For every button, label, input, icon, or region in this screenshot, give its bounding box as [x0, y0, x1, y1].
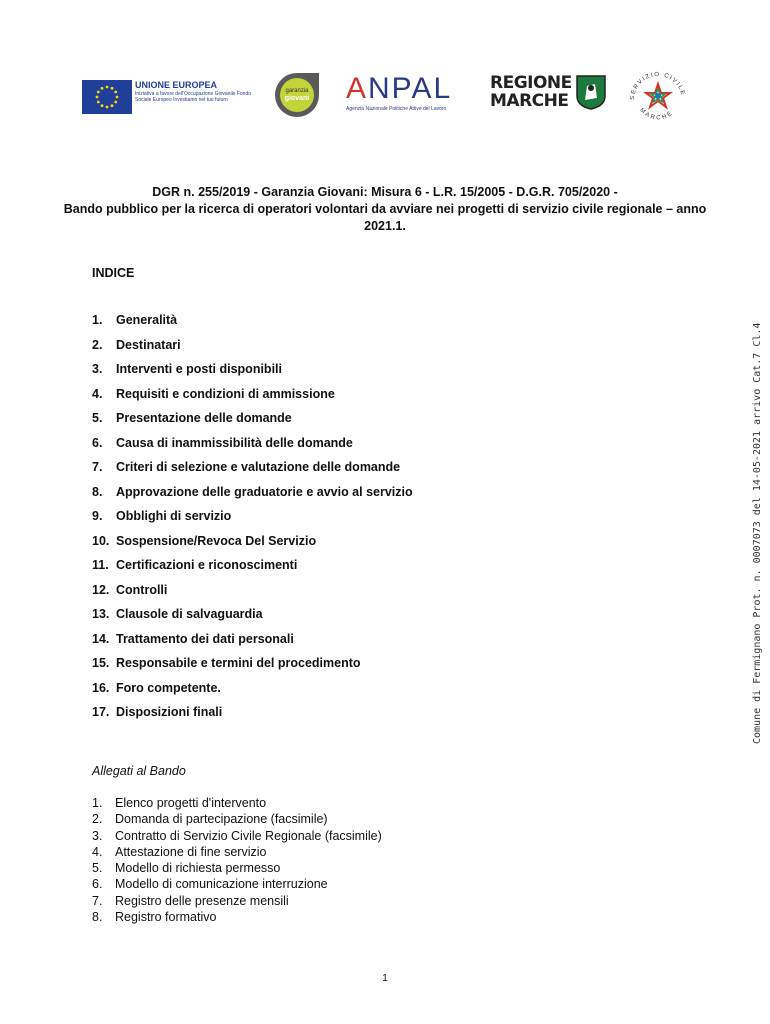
anpal-logo	[346, 74, 474, 112]
protocol-stamp: Comune di Fermignano Prot. n. 0007073 del 14-05-2021 arrivo Cat.7 Cl.4	[752, 322, 763, 744]
item-label: Presentazione delle domande	[116, 411, 292, 425]
garanzia-giovani-logo	[272, 70, 322, 120]
document-title	[40, 184, 730, 235]
allegati-list	[92, 796, 382, 926]
item-number: 2.	[92, 812, 103, 827]
list-item	[92, 558, 413, 583]
item-label: Obblighi di servizio	[116, 509, 232, 523]
list-item	[92, 812, 382, 828]
item-number: 6.	[92, 877, 103, 892]
item-label: Clausole di salvaguardia	[116, 607, 263, 621]
list-item	[92, 436, 413, 461]
item-label: Attestazione di fine servizio	[115, 844, 267, 859]
list-item	[92, 877, 382, 893]
item-label: Disposizioni finali	[116, 705, 223, 719]
regione-marche-logo	[490, 74, 607, 110]
item-label: Causa di inammissibilità delle domande	[116, 435, 353, 450]
item-number: 3.	[92, 828, 103, 843]
list-item	[92, 656, 413, 681]
list-item	[92, 910, 382, 926]
list-item	[92, 338, 413, 363]
list-item	[92, 583, 413, 608]
list-item	[92, 387, 413, 412]
regione-label: REGIONE	[490, 73, 572, 93]
page-number: 1	[382, 973, 388, 984]
item-label: Trattamento dei dati personali	[116, 631, 294, 646]
item-number: 5.	[92, 411, 103, 425]
item-number: 14.	[92, 631, 110, 646]
item-label: Contratto di Servizio Civile Regionale (facsimile)	[115, 828, 382, 843]
item-number: 4.	[92, 386, 103, 401]
item-number: 7.	[92, 460, 103, 474]
item-label: Elenco progetti d'intervento	[115, 796, 267, 810]
item-label: Interventi e posti disponibili	[116, 362, 282, 376]
item-number: 16.	[92, 680, 110, 695]
item-label: Registro formativo	[115, 910, 217, 925]
list-item	[92, 534, 413, 559]
indice-heading: INDICE	[92, 266, 135, 280]
item-label: Modello di comunicazione interruzione	[115, 877, 328, 892]
anpal-subtitle: Agenzia Nazionale Politiche Attive del Lavoro	[346, 106, 447, 112]
list-item	[92, 894, 382, 910]
list-item	[92, 796, 382, 812]
list-item	[92, 411, 413, 436]
item-number: 6.	[92, 435, 103, 450]
item-label: Modello di richiesta permesso	[115, 861, 281, 876]
svg-text:garanzia: garanzia	[285, 88, 309, 94]
item-label: Approvazione delle graduatorie e avvio al servizio	[116, 484, 413, 499]
list-item	[92, 845, 382, 861]
item-number: 15.	[92, 656, 110, 670]
anpal-title: ANPAL	[346, 72, 453, 105]
eu-subtitle: Iniziativa a favore dell'Occupazione Giovanile Fondo Sociale Europeo Investiamo nel tuo futuro	[135, 91, 252, 103]
svg-text:MARCHE: MARCHE	[638, 107, 675, 122]
item-label: Responsabile e termini del procedimento	[116, 656, 361, 670]
title-line-3: 2021.1.	[364, 219, 406, 233]
svg-text:giovani: giovani	[284, 95, 310, 102]
eu-flag-icon	[82, 80, 132, 114]
item-label: Controlli	[116, 582, 168, 597]
item-label: Requisiti e condizioni di ammissione	[116, 386, 335, 401]
item-label: Foro competente.	[116, 680, 221, 695]
list-item	[92, 509, 413, 534]
list-item	[92, 362, 413, 387]
item-number: 8.	[92, 910, 103, 925]
list-item	[92, 313, 413, 338]
title-line-1: DGR n. 255/2019 - Garanzia Giovani: Misura 6 - L.R. 15/2005 - D.G.R. 705/2020 -	[152, 185, 618, 199]
item-number: 13.	[92, 607, 110, 621]
item-label: Certificazioni e riconoscimenti	[116, 558, 298, 572]
item-label: Registro delle presenze mensili	[115, 893, 289, 908]
item-number: 8.	[92, 484, 103, 499]
eu-title: UNIONE EUROPEA	[135, 80, 218, 90]
item-number: 10.	[92, 533, 110, 548]
eu-logo	[82, 80, 255, 114]
item-number: 12.	[92, 582, 110, 597]
item-label: Generalità	[116, 313, 178, 327]
list-item	[92, 829, 382, 845]
list-item	[92, 681, 413, 706]
list-item	[92, 705, 413, 730]
item-number: 17.	[92, 705, 110, 719]
list-item	[92, 607, 413, 632]
title-line-2: Bando pubblico per la ricerca di operatori volontari da avviare nei progetti di servizio civile regionale – anno	[63, 202, 707, 216]
marche-shield-icon	[575, 74, 607, 110]
item-number: 9.	[92, 509, 103, 523]
table-of-contents	[92, 313, 413, 730]
item-label: Sospensione/Revoca Del Servizio	[116, 533, 317, 548]
item-number: 11.	[92, 558, 109, 572]
item-number: 5.	[92, 861, 103, 876]
list-item	[92, 861, 382, 877]
item-label: Destinatari	[116, 337, 181, 352]
list-item	[92, 485, 413, 510]
item-number: 4.	[92, 844, 103, 859]
servizio-civile-logo	[626, 66, 690, 130]
marche-label: MARCHE	[490, 91, 569, 111]
item-number: 7.	[92, 893, 103, 908]
item-number: 2.	[92, 337, 103, 352]
header-logos	[0, 66, 770, 130]
item-label: Domanda di partecipazione (facsimile)	[115, 812, 328, 827]
allegati-heading: Allegati al Bando	[92, 764, 186, 778]
item-number: 1.	[92, 796, 103, 810]
list-item	[92, 460, 413, 485]
svg-text:SERVIZIO CIVILE: SERVIZIO CIVILE	[629, 71, 686, 101]
item-label: Criteri di selezione e valutazione delle domande	[116, 460, 401, 474]
item-number: 3.	[92, 362, 103, 376]
list-item	[92, 632, 413, 657]
item-number: 1.	[92, 313, 103, 327]
